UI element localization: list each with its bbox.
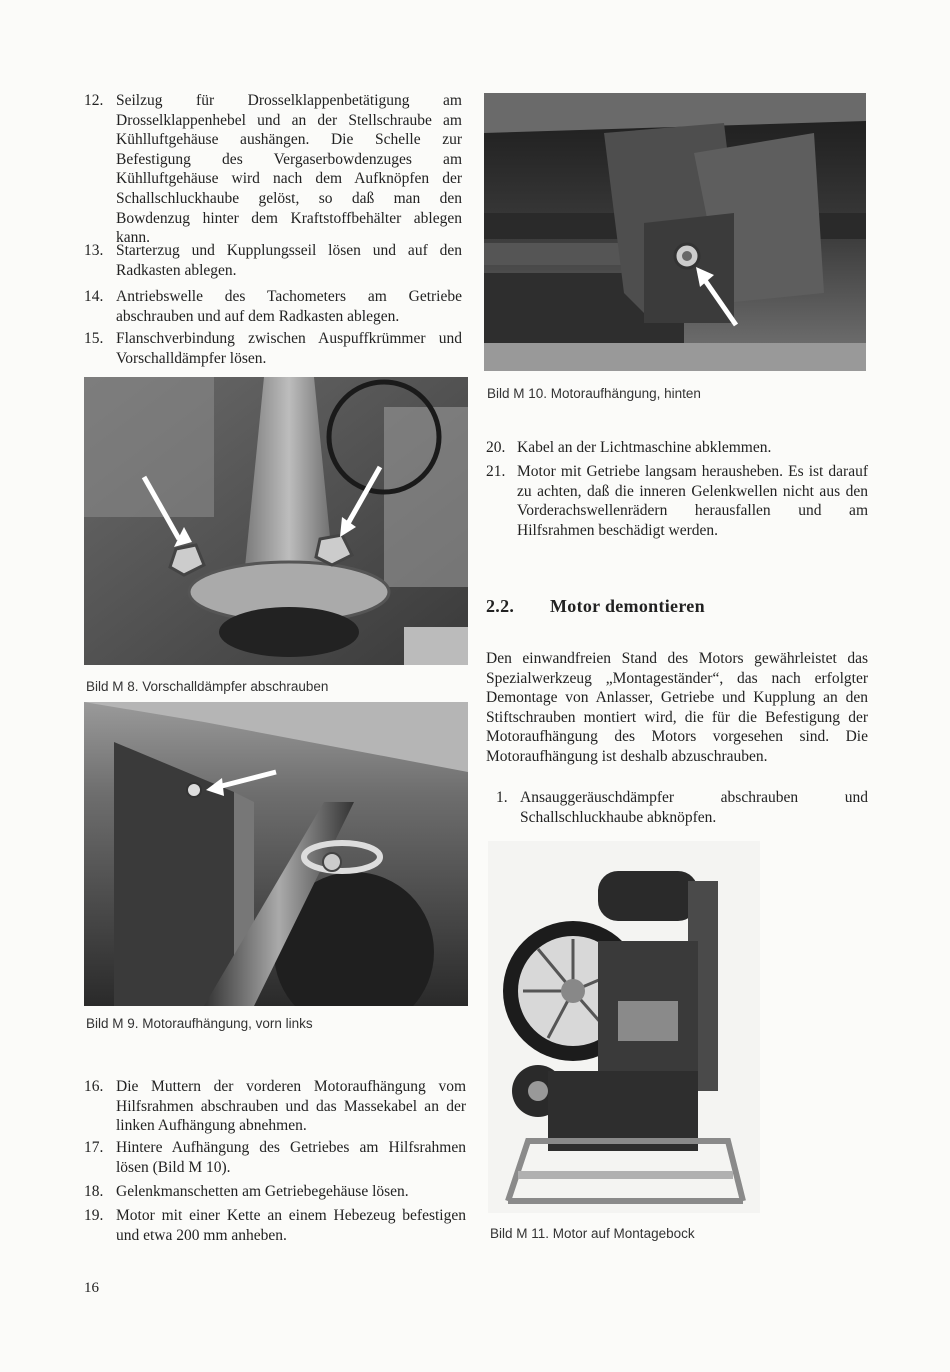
step-number: 20.	[486, 439, 506, 456]
step-20	[486, 438, 868, 458]
step-number: 15.	[84, 330, 104, 347]
step-18	[84, 1182, 466, 1202]
step-text: Motor mit einer Kette an einem Hebezeug befestigen und etwa 200 mm anheben.	[116, 1207, 466, 1244]
section-number: 2.2.	[486, 596, 515, 616]
caption-m11: Bild M 11. Motor auf Montagebock	[490, 1226, 695, 1241]
photo-m10	[484, 93, 866, 371]
step-number: 21.	[486, 463, 506, 480]
page-number: 16	[84, 1280, 99, 1296]
section-title: Motor demontieren	[550, 596, 705, 616]
step-number: 17.	[84, 1139, 104, 1156]
step-text: Starterzug und Kupplungsseil lösen und auf den Radkasten ablegen.	[116, 242, 462, 279]
step-text: Kabel an der Lichtmaschine abklemmen.	[517, 439, 772, 456]
photo-m11	[488, 841, 760, 1213]
step-14	[84, 287, 462, 327]
step-13	[84, 241, 462, 281]
step-12	[84, 91, 462, 247]
section-paragraph: Den einwandfreien Stand des Motors gewährleistet das Spezialwerkzeug „Montageständer“, das nach erfolgter Demontage von Anlasser, Getriebe und Kupplung an den Stiftschrauben montiert wird, die für die Befestigung der Motoraufhängung des Motors vorgesehen sind. Die Motoraufhängung ist deshalb abzuschrauben.	[486, 650, 868, 765]
step-number: 12.	[84, 92, 104, 109]
step-number: 18.	[84, 1183, 104, 1200]
step-15	[84, 329, 462, 369]
step-number: 14.	[84, 288, 104, 305]
caption-m8: Bild M 8. Vorschalldämpfer abschrauben	[86, 679, 329, 694]
step-text: Die Muttern der vorderen Motoraufhängung vom Hilfsrahmen abschrauben und das Massekabel an der linken Aufhängung abnehmen.	[116, 1078, 466, 1135]
photo-m8	[84, 377, 468, 665]
caption-m10: Bild M 10. Motoraufhängung, hinten	[487, 386, 701, 401]
step-text: Gelenkmanschetten am Getriebegehäuse lösen.	[116, 1183, 409, 1200]
step-17	[84, 1138, 466, 1178]
step-text: Seilzug für Drosselklappenbetätigung am Drosselklappenhebel und an der Stellschraube am Kühlluftgehäuse aushängen. Die Schelle zur Befestigung des Vergaserbowdenzuges am Kühlluftgehäuse wird nach dem Aufknöpfen der Schallschluckhaube gelöst, so daß man den Bowdenzug hinter dem Kraftstoffbehälter ablegen kann.	[116, 92, 462, 247]
step-text: Motor mit Getriebe langsam herausheben. Es ist darauf zu achten, daß die inneren Gelenkwellen nicht aus den Vorderachswellenrädern herausfallen und am Hilfsrahmen beschädigt werden.	[517, 463, 868, 539]
step-21	[486, 462, 868, 562]
step-text: Flanschverbindung zwischen Auspuffkrümmer und Vorschalldämpfer lösen.	[116, 330, 462, 367]
step-number: 13.	[84, 242, 104, 259]
step-text: Antriebswelle des Tachometers am Getriebe abschrauben und auf dem Radkasten ablegen.	[116, 288, 462, 325]
step-16	[84, 1077, 466, 1137]
step-19	[84, 1206, 466, 1246]
step-number: 1.	[496, 789, 508, 806]
step-text: Ansauggeräuschdämpfer abschrauben und Schallschluckhaube abknöpfen.	[520, 789, 868, 826]
step-number: 19.	[84, 1207, 104, 1224]
step-number: 16.	[84, 1078, 104, 1095]
section-step-1	[496, 788, 868, 828]
step-text: Hintere Aufhängung des Getriebes am Hilfsrahmen lösen (Bild M 10).	[116, 1139, 466, 1176]
photo-m9	[84, 702, 468, 1006]
caption-m9: Bild M 9. Motoraufhängung, vorn links	[86, 1016, 313, 1031]
